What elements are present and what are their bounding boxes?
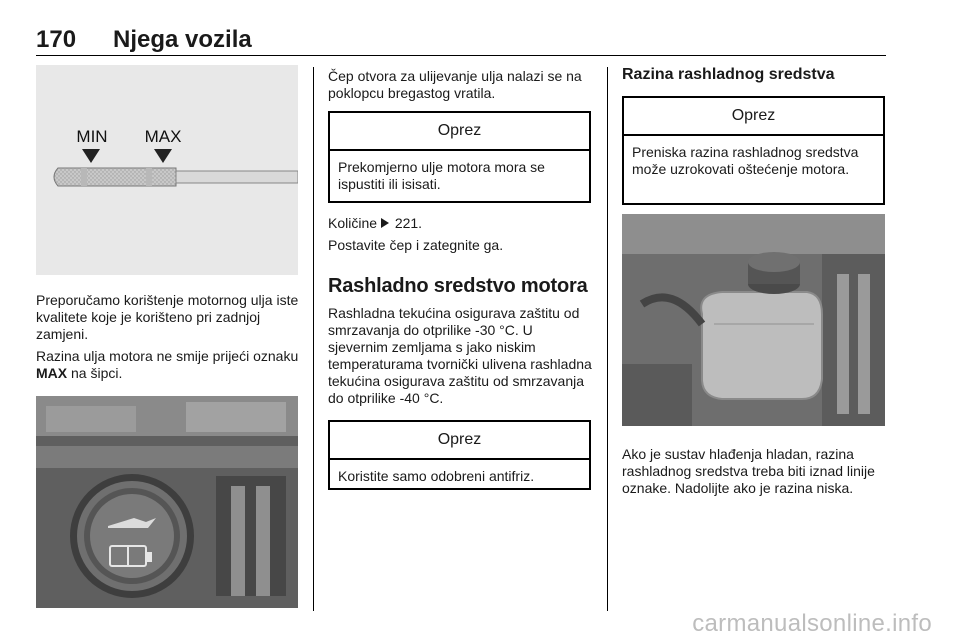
outline-right-triangle-icon: [381, 218, 389, 228]
caution-box-low-coolant: [622, 96, 885, 205]
oil-filler-cap-paragraph: Čep otvora za ulijevanje ulja nalazi se na poklopcu bregastog vratila.: [328, 68, 582, 101]
svg-text:MIN: MIN: [76, 127, 108, 146]
cap-tighten-paragraph: Postavite čep i zategnite ga.: [328, 237, 504, 253]
caution-body: Koristite samo odobreni antifriz.: [338, 468, 535, 484]
svg-text:MAX: MAX: [144, 127, 182, 146]
column-divider-left: [313, 67, 314, 611]
oil-quality-paragraph: Preporučamo korištenje motornog ulja iste kvalitete koje je korišteno pri zadnjoj zamjeni.: [36, 292, 299, 342]
dipstick-rod: [54, 168, 298, 186]
caution-title: Oprez: [624, 98, 883, 136]
coolant-section-title: Rashladno sredstvo motora: [328, 275, 588, 297]
caution-title: Oprez: [330, 113, 589, 151]
caution-body: Preniska razina rashladnog sredstva može uzrokovati oštećenje motora.: [632, 144, 859, 177]
coolant-level-subtitle: Razina rashladnog sredstva: [622, 66, 835, 83]
oil-level-paragraph: Razina ulja motora ne smije prijeći oznaku MAX na šipci.: [36, 348, 299, 381]
max-marker: [145, 127, 182, 163]
column-divider-right: [607, 67, 608, 611]
chapter-title: Njega vozila: [113, 26, 252, 53]
header-rule: [36, 55, 886, 56]
coolant-level-paragraph: Ako je sustav hlađenja hladan, razina rashladnog sredstva treba biti iznad linije oznake. Nadolijte ako je razina niska.: [622, 446, 875, 496]
caution-box-excess-oil: [328, 111, 591, 203]
page-number: 170: [36, 26, 77, 53]
page-header: [36, 26, 886, 56]
caution-box-antifreeze: [328, 420, 591, 490]
caution-title: Oprez: [330, 422, 589, 460]
caution-body: Prekomjerno ulje motora mora se ispustiti ili isisati.: [338, 159, 545, 192]
dipstick-figure: [36, 65, 298, 275]
coolant-reservoir-photo: [622, 214, 885, 426]
coolant-protection-paragraph: Rashladna tekućina osigurava zaštitu od smrzavanja do otprilike -30 °C. U sjevernim zemljama s jako niskim temperaturama tvornički ulivena rashladna tekućina osigurava zaštitu od smrzavanja do otprilike -40 °C.: [328, 305, 592, 406]
watermark: carmanualsonline.info: [692, 610, 932, 637]
quantities-reference: Količine 221.: [328, 215, 423, 231]
min-marker: [76, 127, 107, 163]
oil-cap-engine-photo: [36, 396, 298, 608]
